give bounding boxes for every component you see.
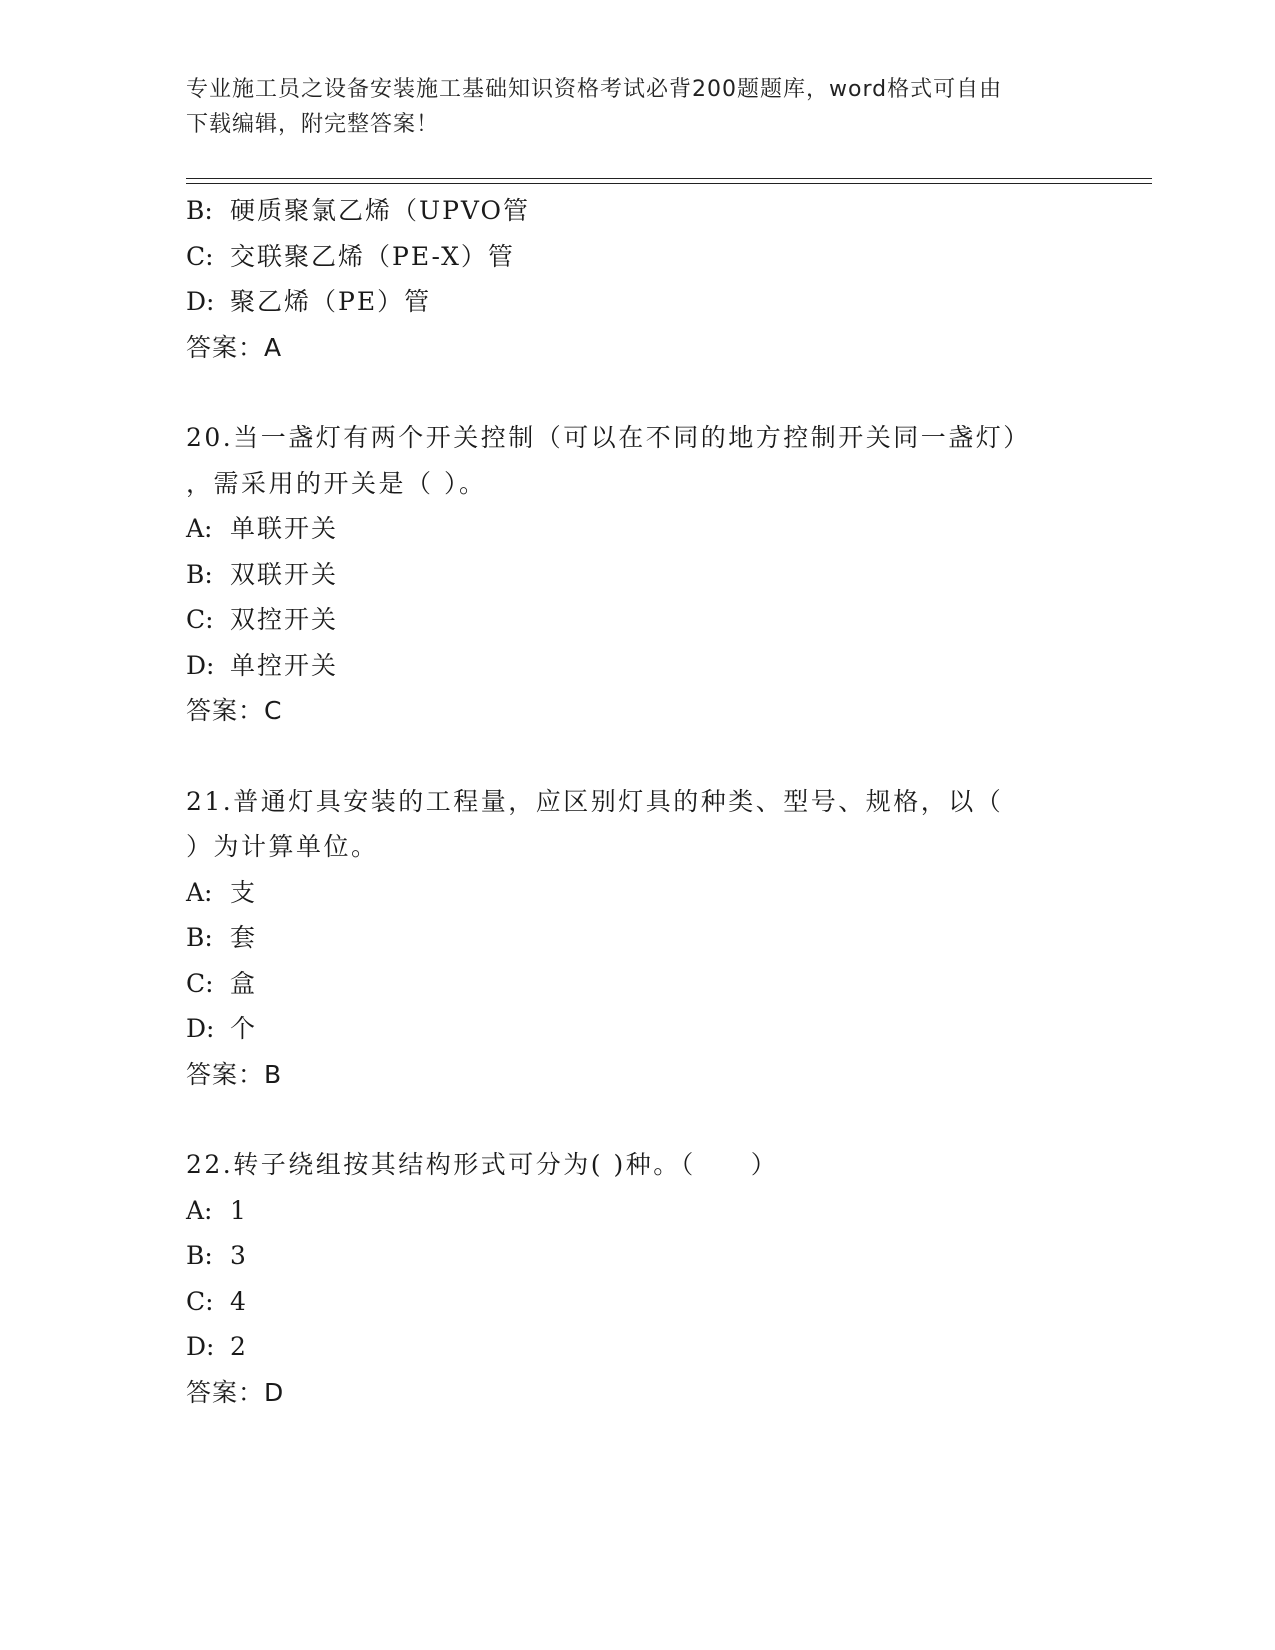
option-text: 双联开关 xyxy=(230,559,339,589)
option-b xyxy=(186,552,1086,598)
option-text: 3 xyxy=(230,1241,248,1270)
question-stem-line: 21.普通灯具安装的工程量，应区别灯具的种类、型号、规格，以（ xyxy=(186,786,1004,816)
question-stem-line: ，需采用的开关是（ ）。 xyxy=(186,468,487,498)
option-text: 硬质聚氯乙烯（UPVO管 xyxy=(230,196,531,225)
option-a xyxy=(186,1188,1086,1234)
option-text: 聚乙烯（PE）管 xyxy=(230,287,432,316)
option-key: C: xyxy=(186,241,214,271)
option-d xyxy=(186,279,1086,325)
option-text: 2 xyxy=(230,1332,248,1361)
option-text: 1 xyxy=(230,1195,248,1225)
option-text: 套 xyxy=(230,923,258,952)
question-20 xyxy=(186,415,1086,734)
question-stem xyxy=(186,415,1066,506)
option-a xyxy=(186,506,1086,552)
option-b xyxy=(186,1233,1086,1279)
option-key: B: xyxy=(186,559,213,589)
question-stem-line: 20.当一盏灯有两个开关控制（可以在不同的地方控制开关同一盏灯） xyxy=(186,423,1031,452)
document-header xyxy=(186,72,1066,142)
option-key: D: xyxy=(186,287,215,316)
option-b xyxy=(186,188,1086,234)
answer: 答案：C xyxy=(186,696,283,725)
option-text: 盒 xyxy=(230,968,258,998)
option-d xyxy=(186,1006,1086,1052)
option-key: B: xyxy=(186,923,213,952)
option-key: D: xyxy=(186,1332,215,1361)
option-key: A: xyxy=(186,514,213,543)
question-content xyxy=(186,188,1086,1415)
option-c xyxy=(186,597,1086,643)
option-a xyxy=(186,870,1086,916)
header-divider-top xyxy=(186,178,1152,179)
answer: 答案：D xyxy=(186,1377,285,1407)
option-b xyxy=(186,915,1086,961)
option-text: 单控开关 xyxy=(230,650,339,680)
question-19-continued xyxy=(186,188,1086,370)
question-21 xyxy=(186,779,1086,1098)
option-key: A: xyxy=(186,1195,213,1225)
option-d xyxy=(186,1324,1086,1370)
question-22 xyxy=(186,1142,1086,1415)
option-text: 支 xyxy=(230,877,258,907)
option-c xyxy=(186,961,1086,1007)
header-line-2: 下载编辑，附完整答案！ xyxy=(186,112,440,137)
option-key: B: xyxy=(186,196,213,225)
question-stem-line: ）为计算单位。 xyxy=(186,832,379,861)
question-stem xyxy=(186,1142,1066,1188)
header-divider-bottom xyxy=(186,183,1152,184)
option-text: 个 xyxy=(230,1014,258,1043)
option-key: C: xyxy=(186,605,214,634)
option-d xyxy=(186,643,1086,689)
header-line-1: 专业施工员之设备安装施工基础知识资格考试必背200题题库，word格式可自由 xyxy=(186,77,1003,102)
option-text: 双控开关 xyxy=(230,605,339,634)
option-text: 单联开关 xyxy=(230,514,339,543)
option-key: B: xyxy=(186,1241,213,1270)
answer: 答案：B xyxy=(186,1059,283,1089)
option-text: 4 xyxy=(230,1286,248,1316)
option-key: D: xyxy=(186,650,215,680)
option-key: D: xyxy=(186,1014,215,1043)
question-stem-line: 22.转子绕组按其结构形式可分为( )种。（ ） xyxy=(186,1150,779,1179)
answer: 答案：A xyxy=(186,332,283,362)
option-key: C: xyxy=(186,1286,214,1316)
option-c xyxy=(186,234,1086,280)
option-text: 交联聚乙烯（PE-X）管 xyxy=(230,241,515,271)
option-key: A: xyxy=(186,877,213,907)
option-key: C: xyxy=(186,968,214,998)
option-c xyxy=(186,1279,1086,1325)
question-stem xyxy=(186,779,1066,870)
